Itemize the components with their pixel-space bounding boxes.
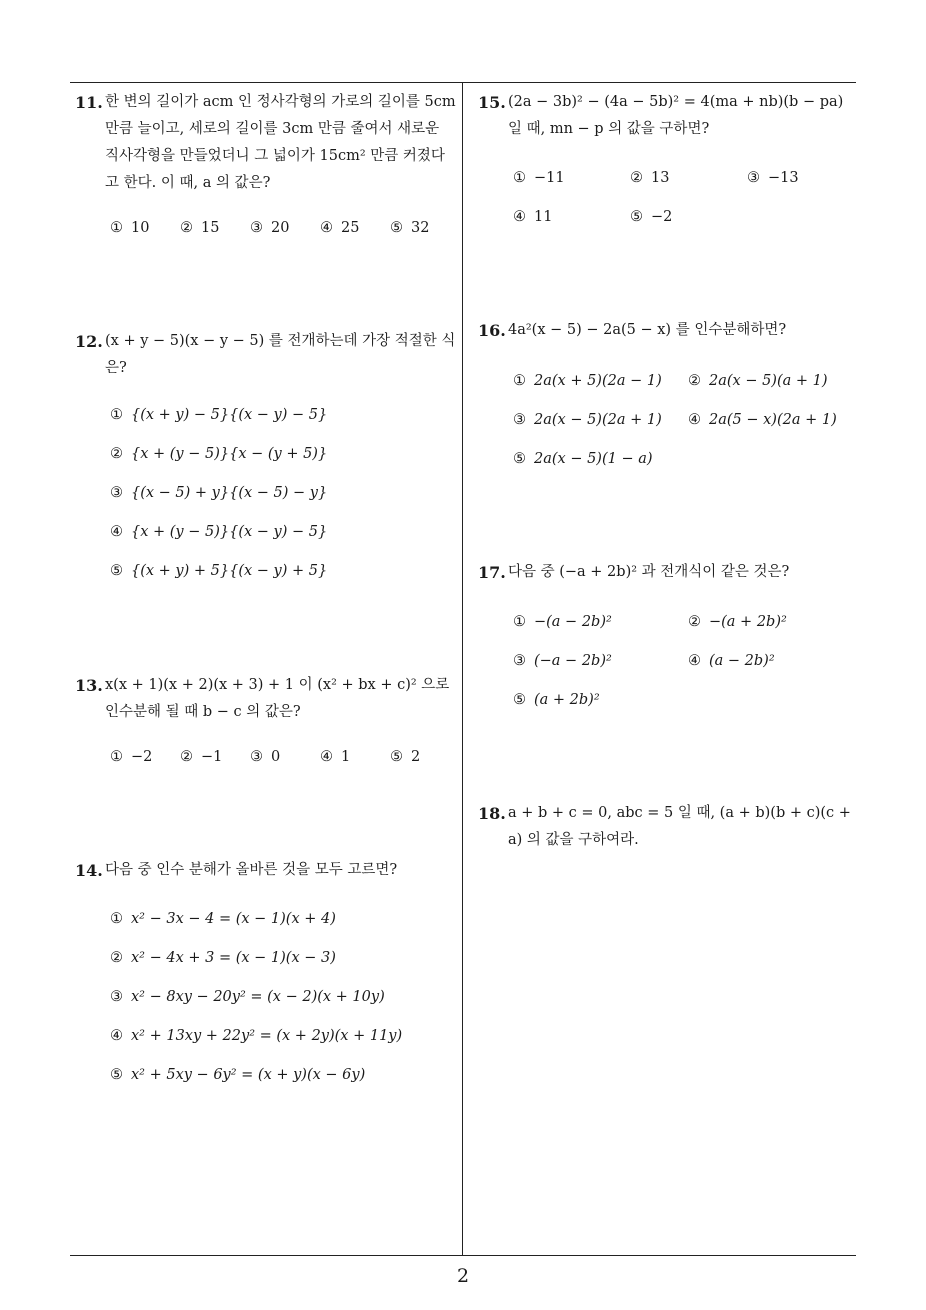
option-text: −11 bbox=[534, 170, 565, 186]
option-text: {x + (y − 5)}{x − (y + 5)} bbox=[131, 446, 328, 462]
question-15 bbox=[478, 89, 860, 143]
option-5[interactable] bbox=[390, 220, 429, 236]
option-text: {x + (y − 5)}{(x − y) − 5} bbox=[131, 524, 328, 540]
question-12 bbox=[75, 328, 457, 382]
option-1[interactable] bbox=[513, 373, 662, 389]
option-3[interactable] bbox=[513, 412, 662, 428]
option-mark: ④ bbox=[110, 1028, 123, 1044]
question-14 bbox=[75, 857, 457, 884]
option-mark: ③ bbox=[513, 412, 526, 428]
option-text: −2 bbox=[651, 209, 673, 225]
option-text: x² − 4x + 3 = (x − 1)(x − 3) bbox=[131, 950, 336, 966]
option-text: 2a(x − 5)(a + 1) bbox=[709, 373, 828, 389]
option-4[interactable] bbox=[513, 209, 552, 225]
option-text: −2 bbox=[131, 749, 153, 765]
option-4[interactable] bbox=[688, 653, 775, 669]
option-1[interactable] bbox=[110, 911, 336, 927]
option-2[interactable] bbox=[688, 614, 787, 630]
option-mark: ④ bbox=[320, 220, 333, 236]
option-text: {(x + y) − 5}{(x − y) − 5} bbox=[131, 407, 328, 423]
option-5[interactable] bbox=[630, 209, 672, 225]
option-5[interactable] bbox=[390, 749, 420, 765]
option-3[interactable] bbox=[513, 653, 612, 669]
option-mark: ⑤ bbox=[513, 692, 526, 708]
option-mark: ⑤ bbox=[390, 749, 403, 765]
option-text: 2a(x + 5)(2a − 1) bbox=[534, 373, 662, 389]
question-number: 12. bbox=[75, 332, 103, 351]
question-stem bbox=[478, 800, 860, 854]
question-text: 다음 중 인수 분해가 올바른 것을 모두 고르면? bbox=[105, 862, 398, 878]
option-mark: ③ bbox=[110, 989, 123, 1005]
option-mark: ③ bbox=[513, 653, 526, 669]
question-stem bbox=[478, 559, 860, 586]
question-text: (2a − 3b)² − (4a − 5b)² = 4(ma + nb)(b − pa) 일 때, mn − p 의 값을 구하면? bbox=[508, 94, 844, 137]
option-3[interactable] bbox=[250, 749, 280, 765]
question-stem bbox=[478, 317, 860, 344]
option-2[interactable] bbox=[180, 749, 222, 765]
option-mark: ④ bbox=[513, 209, 526, 225]
column-divider bbox=[462, 82, 463, 1255]
option-mark: ① bbox=[110, 407, 123, 423]
option-1[interactable] bbox=[513, 614, 612, 630]
question-number: 11. bbox=[75, 93, 103, 112]
option-2[interactable] bbox=[110, 446, 327, 462]
option-mark: ④ bbox=[320, 749, 333, 765]
option-mark: ⑤ bbox=[630, 209, 643, 225]
option-mark: ② bbox=[180, 220, 193, 236]
option-text: 2 bbox=[411, 749, 421, 765]
option-text: (−a − 2b)² bbox=[534, 653, 612, 669]
option-mark: ③ bbox=[250, 749, 263, 765]
question-number: 16. bbox=[478, 321, 506, 340]
question-number: 14. bbox=[75, 861, 103, 880]
question-stem bbox=[75, 89, 457, 197]
option-mark: ② bbox=[688, 614, 701, 630]
option-text: 15 bbox=[201, 220, 220, 236]
option-mark: ③ bbox=[110, 485, 123, 501]
option-mark: ① bbox=[513, 373, 526, 389]
option-mark: ① bbox=[513, 614, 526, 630]
question-11 bbox=[75, 89, 457, 197]
option-1[interactable] bbox=[110, 749, 152, 765]
option-4[interactable] bbox=[320, 749, 350, 765]
option-mark: ⑤ bbox=[513, 451, 526, 467]
option-text: 10 bbox=[131, 220, 150, 236]
option-3[interactable] bbox=[250, 220, 289, 236]
option-text: −1 bbox=[201, 749, 223, 765]
question-stem bbox=[478, 89, 860, 143]
option-text: 25 bbox=[341, 220, 360, 236]
option-mark: ⑤ bbox=[110, 1067, 123, 1083]
option-2[interactable] bbox=[688, 373, 828, 389]
option-mark: ⑤ bbox=[390, 220, 403, 236]
option-text: 0 bbox=[271, 749, 281, 765]
option-text: −13 bbox=[768, 170, 799, 186]
option-4[interactable] bbox=[688, 412, 837, 428]
option-mark: ③ bbox=[250, 220, 263, 236]
option-text: −(a + 2b)² bbox=[709, 614, 787, 630]
option-2[interactable] bbox=[630, 170, 669, 186]
option-mark: ① bbox=[110, 220, 123, 236]
option-4[interactable] bbox=[110, 1028, 402, 1044]
question-number: 17. bbox=[478, 563, 506, 582]
option-mark: ④ bbox=[688, 412, 701, 428]
option-mark: ② bbox=[630, 170, 643, 186]
question-text: (x + y − 5)(x − y − 5) 를 전개하는데 가장 적절한 식은? bbox=[105, 333, 456, 376]
option-1[interactable] bbox=[513, 170, 565, 186]
option-4[interactable] bbox=[110, 524, 327, 540]
option-mark: ② bbox=[110, 446, 123, 462]
question-13 bbox=[75, 672, 457, 726]
question-16 bbox=[478, 317, 860, 344]
option-text: 11 bbox=[534, 209, 553, 225]
option-mark: ③ bbox=[747, 170, 760, 186]
option-mark: ① bbox=[513, 170, 526, 186]
option-text: (a + 2b)² bbox=[534, 692, 600, 708]
option-text: x² + 5xy − 6y² = (x + y)(x − 6y) bbox=[131, 1067, 366, 1083]
top-rule bbox=[70, 82, 856, 83]
question-text: 4a²(x − 5) − 2a(5 − x) 를 인수분해하면? bbox=[508, 322, 787, 338]
question-text: x(x + 1)(x + 2)(x + 3) + 1 이 (x² + bx + c)² 으로 인수분해 될 때 b − c 의 값은? bbox=[105, 677, 450, 720]
question-stem bbox=[75, 328, 457, 382]
question-number: 18. bbox=[478, 804, 506, 823]
question-18 bbox=[478, 800, 860, 854]
option-5[interactable] bbox=[513, 451, 653, 467]
option-mark: ④ bbox=[688, 653, 701, 669]
option-text: 32 bbox=[411, 220, 430, 236]
option-1[interactable] bbox=[110, 407, 327, 423]
option-mark: ⑤ bbox=[110, 563, 123, 579]
option-text: 1 bbox=[341, 749, 351, 765]
option-mark: ① bbox=[110, 911, 123, 927]
question-number: 13. bbox=[75, 676, 103, 695]
option-5[interactable] bbox=[513, 692, 600, 708]
page-number: 2 bbox=[456, 1265, 470, 1287]
question-text: 다음 중 (−a + 2b)² 과 전개식이 같은 것은? bbox=[508, 564, 790, 580]
option-mark: ② bbox=[110, 950, 123, 966]
option-text: (a − 2b)² bbox=[709, 653, 775, 669]
option-1[interactable] bbox=[110, 220, 149, 236]
option-mark: ① bbox=[110, 749, 123, 765]
question-number: 15. bbox=[478, 93, 506, 112]
option-3[interactable] bbox=[747, 170, 799, 186]
question-17 bbox=[478, 559, 860, 586]
option-text: 2a(x − 5)(2a + 1) bbox=[534, 412, 662, 428]
question-text: a + b + c = 0, abc = 5 일 때, (a + b)(b + c)(c + a) 의 값을 구하여라. bbox=[508, 805, 851, 848]
option-2[interactable] bbox=[180, 220, 219, 236]
option-text: −(a − 2b)² bbox=[534, 614, 612, 630]
option-text: x² − 3x − 4 = (x − 1)(x + 4) bbox=[131, 911, 336, 927]
question-stem bbox=[75, 857, 457, 884]
option-text: {(x + y) + 5}{(x − y) + 5} bbox=[131, 563, 328, 579]
option-text: 13 bbox=[651, 170, 670, 186]
option-4[interactable] bbox=[320, 220, 359, 236]
option-text: 2a(5 − x)(2a + 1) bbox=[709, 412, 837, 428]
option-2[interactable] bbox=[110, 950, 336, 966]
option-mark: ② bbox=[180, 749, 193, 765]
option-5[interactable] bbox=[110, 1067, 365, 1083]
option-text: x² + 13xy + 22y² = (x + 2y)(x + 11y) bbox=[131, 1028, 403, 1044]
option-text: 2a(x − 5)(1 − a) bbox=[534, 451, 653, 467]
question-stem bbox=[75, 672, 457, 726]
option-3[interactable] bbox=[110, 485, 327, 501]
option-text: x² − 8xy − 20y² = (x − 2)(x + 10y) bbox=[131, 989, 385, 1005]
question-text: 한 변의 길이가 acm 인 정사각형의 가로의 길이를 5cm 만큼 늘이고, 세로의 길이를 3cm 만큼 줄여서 새로운 직사각형을 만들었더니 그 넓이가 15cm² 만큼 커졌다고 한다. 이 때, a 의 값은? bbox=[105, 94, 456, 191]
option-mark: ② bbox=[688, 373, 701, 389]
option-5[interactable] bbox=[110, 563, 327, 579]
option-3[interactable] bbox=[110, 989, 385, 1005]
bottom-rule bbox=[70, 1255, 856, 1256]
option-text: {(x − 5) + y}{(x − 5) − y} bbox=[131, 485, 328, 501]
option-text: 20 bbox=[271, 220, 290, 236]
option-mark: ④ bbox=[110, 524, 123, 540]
